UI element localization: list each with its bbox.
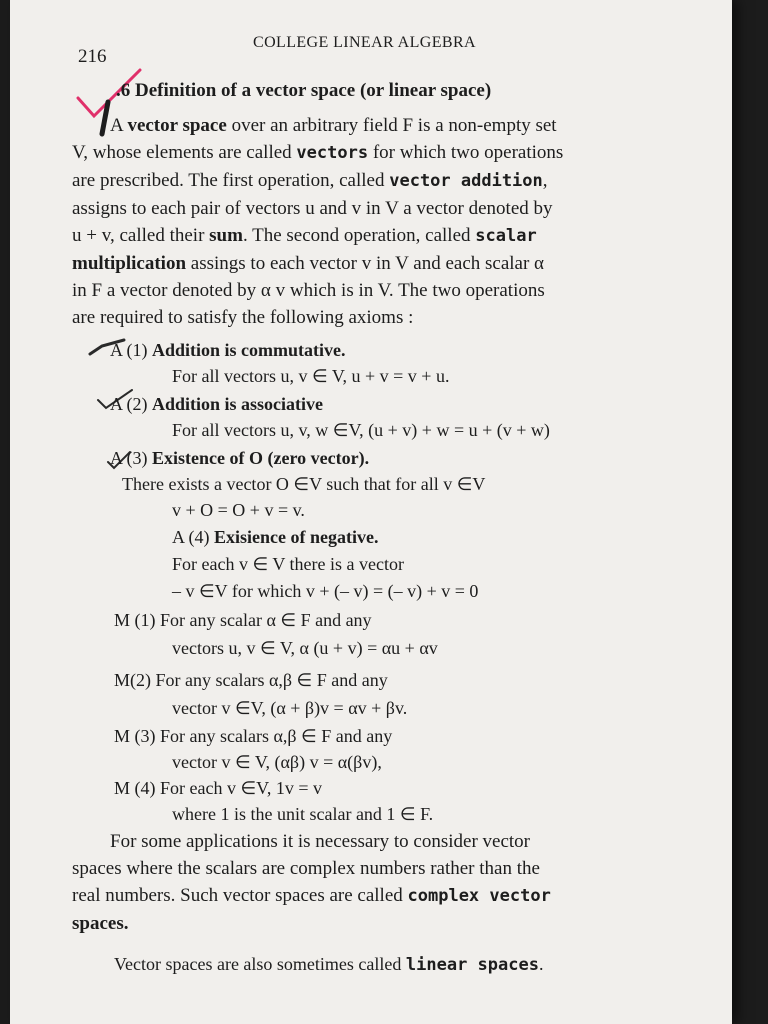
axiom-m2-body: vector v ∈V, (α + β)v = αv + βv.: [172, 698, 408, 718]
intro-line: are prescribed. The first operation, called vector addition,: [72, 170, 548, 191]
intro-line: are required to satisfy the following axioms :: [72, 307, 414, 328]
closing-line: spaces.: [72, 913, 129, 934]
axiom-m4-body: where 1 is the unit scalar and 1 ∈ F.: [172, 804, 434, 824]
closing-line: spaces where the scalars are complex numbers rather than the: [72, 858, 540, 879]
intro-line: A vector space over an arbitrary field F is a non-empty set: [110, 115, 557, 136]
axiom-m1-body: vectors u, v ∈ V, α (u + v) = αu + αv: [172, 638, 438, 658]
intro-line: multiplication assings to each vector v in V and each scalar α: [72, 253, 545, 274]
axiom-a2-title: A (2) Addition is associative: [110, 394, 324, 414]
axiom-m3: M (3) For any scalars α,β ∈ F and any: [114, 726, 393, 746]
running-head: COLLEGE LINEAR ALGEBRA: [253, 34, 477, 51]
axiom-a3-body: There exists a vector O ∈V such that for all v ∈V: [122, 474, 486, 494]
axiom-a2-body: For all vectors u, v, w ∈V, (u + v) + w = u + (v + w): [172, 420, 550, 440]
page-number: 216: [78, 46, 107, 67]
intro-paragraph: [72, 112, 702, 331]
intro-line: in F a vector denoted by α v which is in V. The two operations: [72, 280, 545, 301]
closing-paragraph: [72, 828, 702, 937]
axiom-a3-equation: v + O = O + v = v.: [172, 500, 305, 520]
intro-line: assigns to each pair of vectors u and v in V a vector denoted by: [72, 198, 553, 219]
section-heading: .6 Definition of a vector space (or linear space): [116, 80, 492, 101]
axiom-m2: M(2) For any scalars α,β ∈ F and any: [114, 670, 388, 690]
final-sentence: Vector spaces are also sometimes called linear spaces.: [114, 954, 544, 975]
closing-line: For some applications it is necessary to consider vector: [110, 831, 531, 852]
intro-line: V, whose elements are called vectors for which two operations: [72, 142, 564, 163]
closing-line: real numbers. Such vector spaces are called complex vector: [72, 885, 551, 906]
axiom-a1-title: A (1) Addition is commutative.: [110, 340, 346, 360]
intro-line: u + v, called their sum. The second operation, called scalar: [72, 225, 537, 246]
axiom-m4: M (4) For each v ∈V, 1v = v: [114, 778, 322, 798]
axiom-a4-title: A (4) Exisience of negative.: [172, 527, 379, 547]
axiom-a4-body: For each v ∈ V there is a vector: [172, 554, 404, 574]
axiom-a4-equation: – v ∈V for which v + (– v) = (– v) + v = 0: [172, 581, 479, 601]
axiom-m3-body: vector v ∈ V, (αβ) v = α(βv),: [172, 752, 382, 772]
axiom-m1: M (1) For any scalar α ∈ F and any: [114, 610, 372, 630]
axiom-a3-title: A (3) Existence of O (zero vector).: [110, 448, 370, 468]
book-page: [10, 0, 732, 1024]
axiom-a1-body: For all vectors u, v ∈ V, u + v = v + u.: [172, 366, 450, 386]
